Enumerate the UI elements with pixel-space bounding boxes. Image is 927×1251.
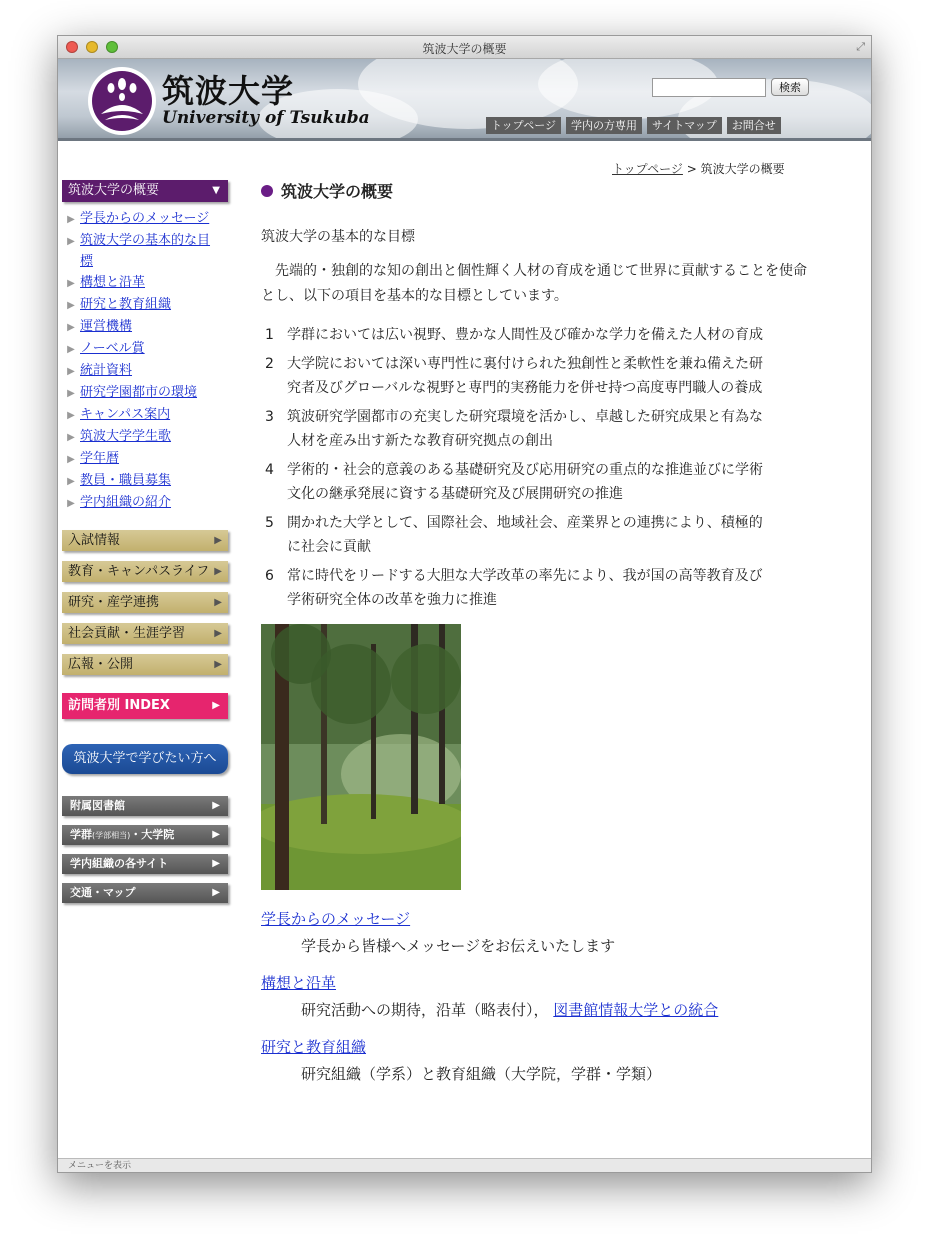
goal-item <box>261 323 811 347</box>
goal-item <box>261 352 811 400</box>
sidebar-link-student-song[interactable]: 筑波大学学生歌 <box>80 429 172 444</box>
arrow-right-icon: ▶ <box>67 214 75 225</box>
triangle-down-icon: ▼ <box>212 185 220 196</box>
overview-links <box>261 908 811 1084</box>
schools-graduate-button[interactable] <box>62 825 228 845</box>
browser-window <box>57 35 872 1173</box>
goal-text: 学群においては広い視野、豊かな人間性及び確かな学力を備えた人材の育成 <box>287 327 763 343</box>
public-relations-label: 広報・公開 <box>68 657 134 672</box>
fullscreen-icon[interactable]: ⤢ <box>856 40 865 53</box>
goal-item <box>261 405 811 453</box>
site-header <box>58 59 871 141</box>
sidebar-link-organization[interactable]: 研究と教育組織 <box>80 297 172 312</box>
arrow-right-icon: ▶ <box>67 322 75 333</box>
intro-paragraph: 先端的・独創的な知の創出と個性輝く人材の育成を通じて世界に貢献することを使命とし、以下の項目を基本的な目標としています。 <box>261 263 807 304</box>
arrow-right-icon: ▶ <box>67 454 75 465</box>
arrow-right-icon: ▶ <box>67 432 75 443</box>
sidebar-link-nobel-prize[interactable]: ノーベル賞 <box>80 341 145 356</box>
sidebar-link-academic-calendar[interactable]: 学年暦 <box>80 451 120 466</box>
nav-top-page[interactable]: トップページ <box>486 117 561 134</box>
sidebar-item <box>62 316 228 338</box>
status-bar: メニューを表示 <box>58 1158 871 1172</box>
goal-number: 5 <box>265 515 274 531</box>
sidebar-header-label: 筑波大学の概要 <box>68 183 160 198</box>
link-item <box>261 1036 811 1084</box>
link-description: 学長から皆様へメッセージをお伝えいたします <box>301 937 616 955</box>
logo-english-text: University of Tsukuba <box>162 108 370 128</box>
paulownia-crest-icon <box>88 67 156 135</box>
search-button[interactable]: 検索 <box>771 78 809 96</box>
arrow-right-icon: ▶ <box>214 597 222 608</box>
goal-item <box>261 458 811 506</box>
link-item <box>261 908 811 956</box>
logo-japanese-text: 筑波大学 <box>162 72 295 110</box>
arrow-right-icon: ▶ <box>67 410 75 421</box>
access-map-button[interactable] <box>62 883 228 903</box>
main-content <box>261 179 811 1100</box>
sidebar-item <box>62 404 228 426</box>
goal-item <box>261 511 811 559</box>
visitor-index-label: 訪問者別 INDEX <box>68 698 170 713</box>
sidebar-link-campus-guide[interactable]: キャンパス案内 <box>80 407 171 422</box>
sidebar-item <box>62 382 228 404</box>
access-map-label: 交通・マップ <box>70 886 136 899</box>
university-logo[interactable] <box>88 67 370 135</box>
visitor-index-button[interactable] <box>62 693 228 719</box>
history-link[interactable]: 構想と沿革 <box>261 974 337 992</box>
sidebar-link-president-message[interactable]: 学長からのメッセージ <box>80 211 210 226</box>
history-description-text: 研究活動への期待，沿革（略表付）， <box>301 1001 549 1019</box>
sidebar-link-science-city[interactable]: 研究学園都市の環境 <box>80 385 198 400</box>
arrow-right-icon: ▶ <box>212 700 220 711</box>
research-industry-button[interactable] <box>62 592 228 613</box>
graduate-label: ・大学院 <box>130 828 175 841</box>
goal-number: 3 <box>265 409 274 425</box>
sidebar-item <box>62 492 228 514</box>
top-navigation <box>486 117 781 134</box>
arrow-right-icon: ▶ <box>67 366 75 377</box>
sidebar-item <box>62 294 228 316</box>
arrow-right-icon: ▶ <box>67 476 75 487</box>
goal-number: 2 <box>265 356 274 372</box>
category-menu <box>62 530 228 675</box>
sidebar-link-administration[interactable]: 運営機構 <box>80 319 133 334</box>
goal-text: 常に時代をリードする大胆な大学改革の率先により、我が国の高等教育及び学術研究全体の改革を強力に推進 <box>287 568 763 608</box>
sidebar-link-recruitment[interactable]: 教員・職員募集 <box>80 473 172 488</box>
president-message-link[interactable]: 学長からのメッセージ <box>261 910 411 928</box>
internal-sites-label: 学内組織の各サイト <box>70 857 169 870</box>
search-input[interactable] <box>652 78 766 97</box>
public-relations-button[interactable] <box>62 654 228 675</box>
arrow-right-icon: ▶ <box>212 829 220 840</box>
schools-label: 学群 <box>70 828 92 841</box>
sidebar-item <box>62 360 228 382</box>
sidebar <box>62 180 228 912</box>
goal-number: 4 <box>265 462 274 478</box>
link-item <box>261 972 811 1020</box>
prospective-students-button[interactable]: 筑波大学で学びたい方へ <box>62 744 228 774</box>
goal-text: 学術的・社会的意義のある基礎研究及び応用研究の重点的な推進並びに学術文化の継承発展に資する基礎研究及び展開研究の推進 <box>287 462 763 502</box>
research-industry-label: 研究・産学連携 <box>68 595 160 610</box>
library-button[interactable] <box>62 796 228 816</box>
arrow-right-icon: ▶ <box>214 628 222 639</box>
schools-note: (学部相当) <box>92 831 131 840</box>
sidebar-link-internal-orgs[interactable]: 学内組織の紹介 <box>80 495 172 510</box>
bullet-dot-icon <box>261 185 273 197</box>
arrow-right-icon: ▶ <box>67 388 75 399</box>
arrow-right-icon: ▶ <box>214 566 222 577</box>
arrow-right-icon: ▶ <box>214 535 222 546</box>
arrow-right-icon: ▶ <box>67 300 75 311</box>
sidebar-link-history[interactable]: 構想と沿革 <box>80 275 146 290</box>
admissions-label: 入試情報 <box>68 533 121 548</box>
window-title: 筑波大学の概要 <box>422 42 507 56</box>
goal-number: 6 <box>265 568 274 584</box>
link-description <box>261 999 811 1020</box>
education-campus-life-label: 教育・キャンパスライフ <box>68 564 210 579</box>
page-title-text: 筑波大学の概要 <box>281 182 394 201</box>
research-education-link[interactable]: 研究と教育組織 <box>261 1038 367 1056</box>
breadcrumb-home-link[interactable]: トップページ <box>612 162 683 176</box>
arrow-right-icon: ▶ <box>67 236 75 247</box>
site-search <box>652 78 809 97</box>
arrow-right-icon: ▶ <box>212 800 220 811</box>
goal-item <box>261 564 811 612</box>
goal-number: 1 <box>265 327 274 343</box>
external-links-menu <box>62 796 228 903</box>
goal-text: 筑波研究学園都市の充実した研究環境を活かし、卓越した研究成果と有為な人材を産み出す新たな教育研究拠点の創出 <box>287 409 763 449</box>
title-bar <box>58 36 871 59</box>
arrow-right-icon: ▶ <box>214 659 222 670</box>
arrow-right-icon: ▶ <box>67 278 75 289</box>
social-contribution-label: 社会貢献・生涯学習 <box>68 626 186 641</box>
sidebar-item <box>62 230 228 272</box>
section-subtitle: 筑波大学の基本的な目標 <box>261 229 415 245</box>
goals-list <box>261 323 811 612</box>
breadcrumb-current: 筑波大学の概要 <box>700 162 785 176</box>
sidebar-item <box>62 426 228 448</box>
breadcrumb-separator: > <box>686 162 697 176</box>
arrow-right-icon: ▶ <box>212 887 220 898</box>
sidebar-link-statistics[interactable]: 統計資料 <box>80 363 133 378</box>
social-contribution-button[interactable] <box>62 623 228 644</box>
sidebar-link-list <box>62 208 228 514</box>
nav-internal-users[interactable]: 学内の方専用 <box>566 117 642 134</box>
arrow-right-icon: ▶ <box>212 858 220 869</box>
nav-sitemap[interactable]: サイトマップ <box>647 117 722 134</box>
arrow-right-icon: ▶ <box>67 498 75 509</box>
admissions-button[interactable] <box>62 530 228 551</box>
sidebar-item <box>62 470 228 492</box>
library-integration-link[interactable]: 図書館情報大学との統合 <box>553 1001 719 1019</box>
sidebar-item <box>62 272 228 294</box>
sidebar-item <box>62 208 228 230</box>
sidebar-item <box>62 338 228 360</box>
breadcrumb <box>612 160 785 177</box>
nav-contact[interactable]: お問合せ <box>727 117 781 134</box>
library-label: 附属図書館 <box>70 799 125 812</box>
campus-forest-photo <box>261 624 461 890</box>
page-title <box>261 179 811 202</box>
goal-text: 大学院においては深い専門性に裏付けられた独創性と柔軟性を兼ね備えた研究者及びグローバルな視野と専門的実務能力を併せ持つ高度専門職人の養成 <box>287 356 763 396</box>
education-campus-life-button[interactable] <box>62 561 228 582</box>
arrow-right-icon: ▶ <box>67 344 75 355</box>
sidebar-item <box>62 448 228 470</box>
sidebar-section-header[interactable] <box>62 180 228 202</box>
goal-text: 開かれた大学として、国際社会、地域社会、産業界との連携により、積極的に社会に貢献 <box>287 515 763 555</box>
link-description: 研究組織（学系）と教育組織（大学院，学群・学類） <box>301 1065 662 1083</box>
sidebar-link-basic-goals[interactable]: 筑波大学の基本的な目標 <box>80 233 211 269</box>
internal-sites-button[interactable] <box>62 854 228 874</box>
